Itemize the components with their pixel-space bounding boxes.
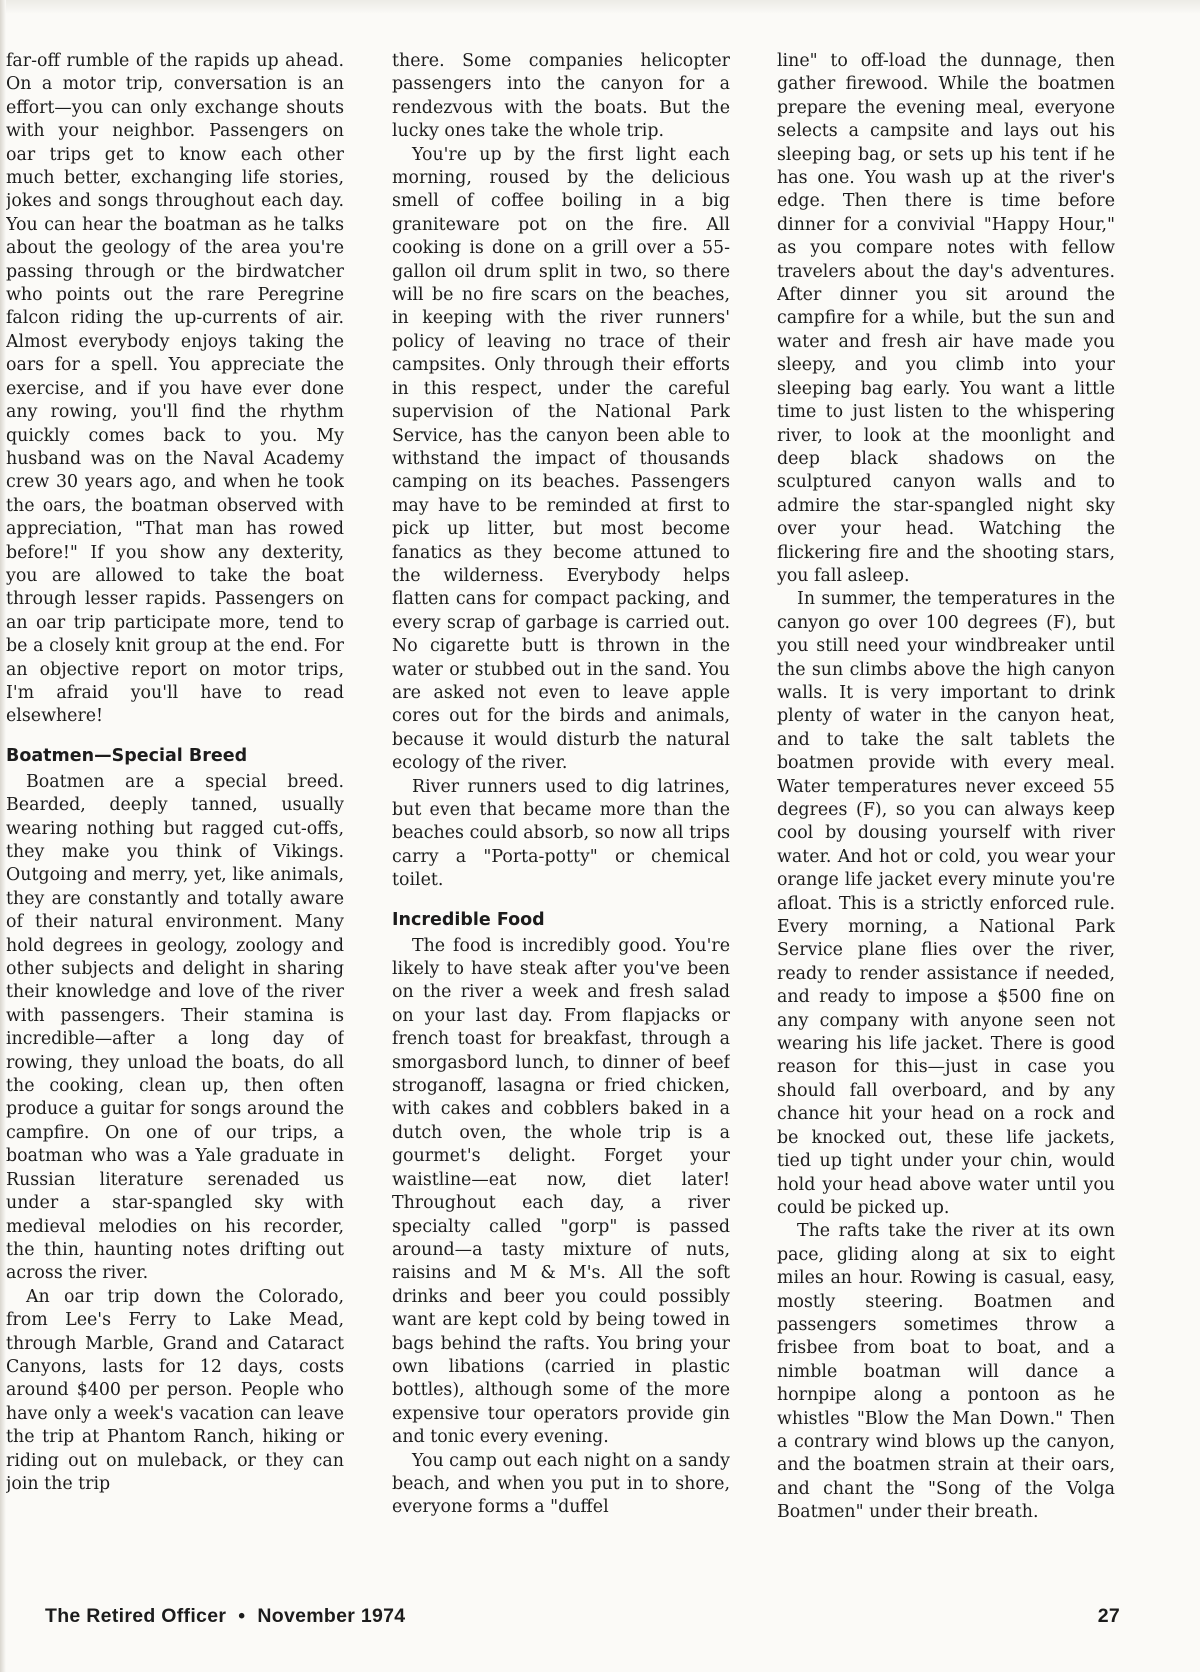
- paragraph: You camp out each night on a sandy beach, and when you put in to shore, everyone forms a "duffel: [392, 1450, 730, 1518]
- section-heading-boatmen: Boatmen—Special Breed: [6, 745, 248, 766]
- page-top-shadow: [0, 0, 1200, 14]
- issue-date: November 1974: [257, 1605, 406, 1627]
- paragraph: far-off rumble of the rapids up ahead. On a motor trip, conversation is an effort—you can only exchange shouts with your neighbor. Passengers on oar trips get to know each other much better, exchanging life stories, jokes and songs throughout each day. You can hear the boatman as he talks about the geology of the area you're passing through or the birdwatcher who points out the rare Peregrine falcon riding the up-currents of air. Almost everybody enjoys taking the oars for a spell. You appreciate the exercise, and if you have ever done any rowing, you'll find the rhythm quickly comes back to you. My husband was on the Naval Academy crew 30 years ago, and when he took the oars, the boatman observed with appreciation, "That man has rowed before!" If you show any dexterity, you are allowed to take the boat through lesser rapids. Passengers on an oar trip participate more, tend to be a closely knit group at the end. For an objective report on motor trips, I'm afraid you'll have to read elsewhere!: [6, 51, 344, 727]
- page-number: 27: [1097, 1605, 1120, 1627]
- page-footer: [45, 1605, 1120, 1635]
- paragraph: Boatmen are a special breed. Bearded, deeply tanned, usually wearing nothing but ragged cut-offs, they make you think of Vikings. Outgoing and merry, yet, like animals, they are constantly and totally aware of their natural environment. Many hold degrees in geology, zoology and other subjects and delight in sharing their knowledge and love of the river with passengers. Their stamina is incredible—after a long day of rowing, they unload the boats, do all the cooking, clean up, then often produce a guitar for songs around the campfire. On one of our trips, a boatman who was a Yale graduate in Russian literature serenaded us under a star-spangled sky with medieval melodies on his recorder, the thin, haunting notes drifting out across the river.: [6, 771, 344, 1284]
- column-3: [777, 50, 1115, 1590]
- paragraph: In summer, the temperatures in the canyon go over 100 degrees (F), but you still need your windbreaker until the sun climbs above the high canyon walls. It is very important to drink plenty of water in the canyon heat, and to take the salt tablets the boatmen provide with every meal. Water temperatures never exceed 55 degrees (F), so you can always keep cool by dousing yourself with river water. And hot or cold, you wear your orange life jacket every minute you're afloat. This is a strictly enforced rule. Every morning, a National Park Service plane flies over the river, ready to render assistance if needed, and ready to impose a $500 fine on any company with anyone seen not wearing his life jacket. There is good reason for this—just in case you should fall overboard, and by any chance hit your head on a rock and be knocked out, these life jackets, tied up tight under your chin, would hold your head above water until you could be picked up.: [777, 589, 1115, 1218]
- article-body: [6, 50, 1116, 1590]
- section-heading-food: Incredible Food: [392, 909, 545, 930]
- column-2: [392, 50, 730, 1590]
- paragraph: You're up by the first light each morning, roused by the delicious smell of coffee boiling in a big graniteware pot on the fire. All cooking is done on a grill over a 55-gallon oil drum split in two, so there will be no fire scars on the beaches, in keeping with the river runners' policy of leaving no trace of their campsites. Only through their efforts in this respect, under the careful supervision of the National Park Service, has the canyon been able to withstand the impact of thousands camping on its beaches. Passengers may have to be reminded at first to pick up litter, but most become fanatics as they become attuned to the wilderness. Everybody helps flatten cans for compact packing, and every scrap of garbage is carried out. No cigarette butt is thrown in the water or stubbed out in the sand. You are asked not even to leave apple cores out for the birds and animals, because it would disturb the natural ecology of the river.: [392, 144, 730, 774]
- paragraph: there. Some companies helicopter passengers into the canyon for a rendezvous with the boats. But the lucky ones take the whole trip.: [392, 51, 730, 142]
- paragraph: An oar trip down the Colorado, from Lee's Ferry to Lake Mead, through Marble, Grand and Cataract Canyons, lasts for 12 days, costs around $400 per person. People who have only a week's vacation can leave the trip at Phantom Ranch, hiking or riding out on muleback, or they can join the trip: [6, 1286, 344, 1494]
- publication-title: The Retired Officer: [45, 1605, 227, 1627]
- paragraph: The food is incredibly good. You're likely to have steak after you've been on the river a week and fresh salad on your last day. From flapjacks or french toast for breakfast, through a smorgasbord lunch, to dinner of beef stroganoff, lasagna or fried chicken, with cakes and cobblers baked in a dutch oven, the whole trip is a gourmet's delight. Forget your waistline—eat now, diet later! Throughout each day, a river specialty called "gorp" is passed around—a tasty mixture of nuts, raisins and M & M's. All the soft drinks and beer you could possibly want are kept cold by being towed in bags behind the rafts. You bring your own libations (carried in plastic bottles), although some of the more expensive tour operators provide gin and tonic every evening.: [392, 935, 730, 1448]
- paragraph: The rafts take the river at its own pace, gliding along at six to eight miles an hour. Rowing is casual, easy, mostly steering. Boatmen and passengers sometimes throw a frisbee from boat to boat, and a nimble boatman will dance a hornpipe along a pontoon as he whistles "Blow the Man Down." Then a contrary wind blows up the canyon, and the boatmen strain at their oars, and chant the "Song of the Volga Boatmen" under their breath.: [777, 1221, 1115, 1523]
- paragraph: line" to off-load the dunnage, then gather firewood. While the boatmen prepare the evening meal, everyone selects a campsite and lays out his sleeping bag, or sets up his tent if he has one. You wash up at the river's edge. Then there is time before dinner for a convivial "Happy Hour," as you compare notes with fellow travelers about the day's adventures. After dinner you sit around the campfire for a while, but the sun and water and fresh air have made you sleepy, and you climb into your sleeping bag early. You want a little time to just listen to the whispering river, to look at the moonlight and deep black shadows on the sculptured canyon walls and to admire the star-spangled night sky over your head. Watching the flickering fire and the shooting stars, you fall asleep.: [777, 51, 1115, 586]
- column-1: [6, 50, 344, 1590]
- bullet-separator: •: [238, 1605, 246, 1627]
- publication-line: [45, 1605, 405, 1628]
- paragraph: River runners used to dig latrines, but even that became more than the beaches could absorb, so now all trips carry a "Porta-potty" or chemical toilet.: [392, 776, 730, 891]
